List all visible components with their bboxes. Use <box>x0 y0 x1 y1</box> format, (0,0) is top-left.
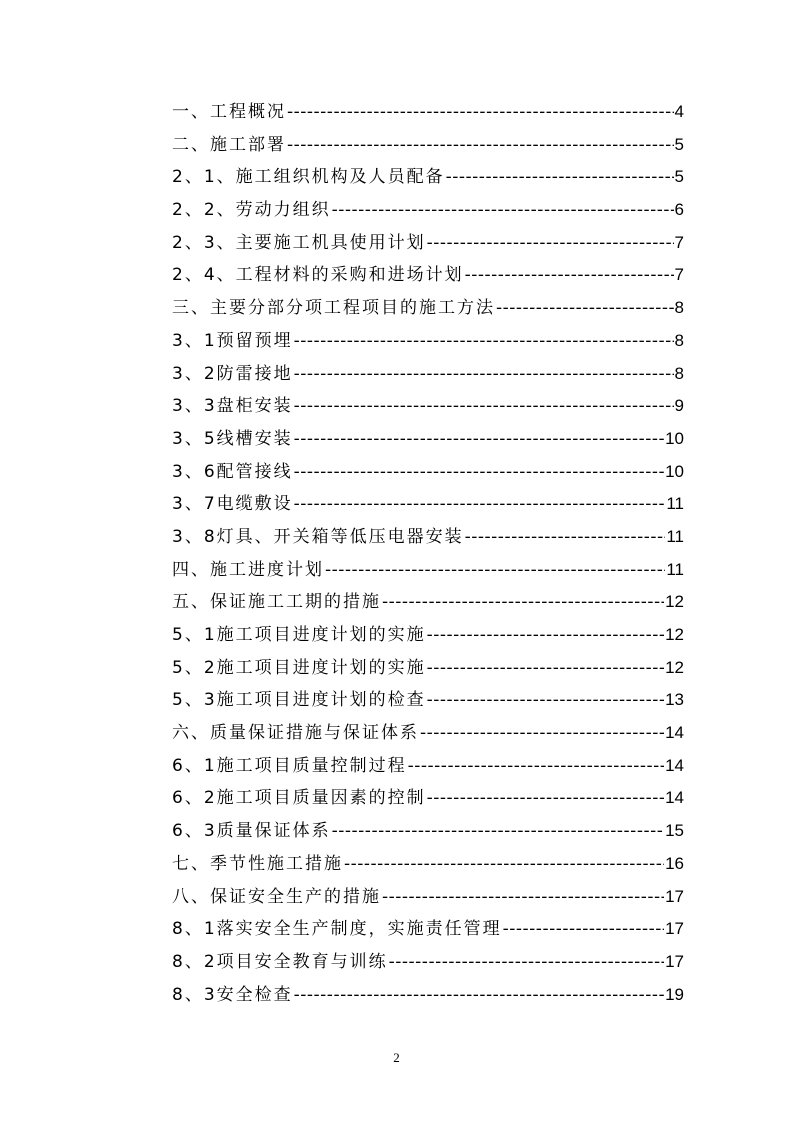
toc-entry-title: 6、2施工项目质量因素的控制 <box>172 788 426 809</box>
toc-entry-page-number: 6 <box>674 200 684 220</box>
toc-entry-dot-leader <box>294 488 666 521</box>
toc-entry-title: 6、1施工项目质量控制过程 <box>172 755 407 776</box>
toc-entry[interactable] <box>172 161 684 194</box>
toc-entry-title: 3、2防雷接地 <box>172 363 293 384</box>
toc-entry-dot-leader <box>446 161 674 194</box>
toc-entry[interactable] <box>172 946 684 979</box>
toc-entry-page-number: 15 <box>665 821 684 841</box>
toc-entry-page-number: 13 <box>665 690 684 710</box>
toc-entry-title: 四、施工进度计划 <box>172 559 324 580</box>
toc-entry[interactable] <box>172 979 684 1012</box>
toc-entry[interactable] <box>172 390 684 423</box>
toc-entry-title: 3、5线槽安装 <box>172 428 293 449</box>
toc-entry-page-number: 14 <box>665 755 684 775</box>
toc-entry-dot-leader <box>294 390 674 423</box>
toc-entry-page-number: 9 <box>674 396 684 416</box>
toc-entry[interactable] <box>172 619 684 652</box>
toc-entry-title: 5、2施工项目进度计划的实施 <box>172 657 426 678</box>
toc-entry-dot-leader <box>408 750 664 783</box>
footer-page-number: 2 <box>393 1050 400 1065</box>
toc-entry-page-number: 14 <box>665 788 684 808</box>
toc-entry-title: 8、2项目安全教育与训练 <box>172 951 388 972</box>
toc-entry-dot-leader <box>420 717 664 750</box>
toc-entry-title: 3、7电缆敷设 <box>172 494 293 515</box>
toc-entry-page-number: 12 <box>665 625 684 644</box>
toc-entry[interactable] <box>172 652 684 685</box>
toc-entry-dot-leader <box>382 881 664 914</box>
toc-entry-dot-leader <box>382 586 664 619</box>
toc-entry-title: 2、2、劳动力组织 <box>172 200 331 221</box>
toc-entry-dot-leader <box>294 979 664 1012</box>
toc-entry-page-number: 19 <box>665 984 684 1004</box>
toc-entry-title: 3、1预留预埋 <box>172 330 293 351</box>
toc-entry-page-number: 12 <box>665 592 684 612</box>
toc-entry-page-number: 4 <box>674 102 684 121</box>
toc-entry-dot-leader <box>294 423 664 456</box>
toc-entry-dot-leader <box>427 652 664 685</box>
toc-entry-dot-leader <box>325 554 665 587</box>
toc-entry-title: 三、主要分部分项工程项目的施工方法 <box>172 298 495 319</box>
toc-entry-title: 8、3安全检查 <box>172 984 293 1005</box>
toc-entry-dot-leader <box>332 194 674 227</box>
toc-entry-title: 六、质量保证措施与保证体系 <box>172 723 419 744</box>
toc-entry-page-number: 11 <box>666 559 684 579</box>
toc-entry-dot-leader <box>332 815 664 848</box>
toc-entry-page-number: 7 <box>674 232 684 252</box>
toc-entry-dot-leader <box>287 96 674 129</box>
toc-entry-page-number: 8 <box>674 298 684 318</box>
toc-entry[interactable] <box>172 782 684 815</box>
toc-entry[interactable] <box>172 456 684 489</box>
toc-entry-title: 3、3盘柜安装 <box>172 396 293 417</box>
toc-entry-title: 五、保证施工工期的措施 <box>172 592 381 613</box>
toc-entry[interactable] <box>172 194 684 227</box>
toc-entry-page-number: 8 <box>674 330 684 350</box>
toc-entry-dot-leader <box>465 521 666 554</box>
toc-entry-dot-leader <box>503 913 664 946</box>
toc-entry[interactable] <box>172 325 684 358</box>
toc-entry-title: 5、1施工项目进度计划的实施 <box>172 625 426 645</box>
toc-entry-dot-leader <box>344 848 664 881</box>
toc-entry-dot-leader <box>389 946 664 979</box>
toc-entry-dot-leader <box>294 325 674 358</box>
toc-entry[interactable] <box>172 684 684 717</box>
toc-entry-title: 七、季节性施工措施 <box>172 853 343 874</box>
toc-entry-page-number: 16 <box>665 853 684 873</box>
toc-entry-page-number: 17 <box>665 919 684 939</box>
toc-entry-title: 2、3、主要施工机具使用计划 <box>172 232 426 253</box>
toc-entry-page-number: 17 <box>665 886 684 906</box>
toc-entry[interactable] <box>172 488 684 521</box>
toc-entry[interactable] <box>172 129 684 162</box>
toc-entry[interactable] <box>172 358 684 391</box>
toc-entry-page-number: 17 <box>665 951 684 971</box>
toc-entry-page-number: 10 <box>665 428 684 448</box>
toc-entry[interactable] <box>172 586 684 619</box>
toc-entry-page-number: 8 <box>674 363 684 383</box>
toc-entry[interactable] <box>172 259 684 292</box>
table-of-contents <box>172 96 684 1011</box>
toc-entry[interactable] <box>172 750 684 783</box>
toc-entry-dot-leader <box>465 259 674 292</box>
toc-entry-dot-leader <box>294 456 664 489</box>
toc-entry-page-number: 12 <box>665 657 684 677</box>
toc-entry-dot-leader <box>427 227 674 260</box>
toc-entry-page-number: 5 <box>674 167 684 187</box>
toc-entry-title: 2、4、工程材料的采购和进场计划 <box>172 265 464 286</box>
toc-entry-title: 3、6配管接线 <box>172 461 293 482</box>
toc-entry[interactable] <box>172 913 684 946</box>
toc-entry-dot-leader <box>496 292 674 325</box>
toc-entry-page-number: 10 <box>665 461 684 481</box>
toc-entry[interactable] <box>172 292 684 325</box>
toc-entry-dot-leader <box>427 782 664 815</box>
toc-entry-page-number: 7 <box>674 265 684 285</box>
toc-entry[interactable] <box>172 848 684 881</box>
toc-entry-title: 2、1、施工组织机构及人员配备 <box>172 167 445 188</box>
toc-entry[interactable] <box>172 521 684 554</box>
toc-entry[interactable] <box>172 423 684 456</box>
toc-entry-title: 5、3施工项目进度计划的检查 <box>172 690 426 711</box>
toc-entry-title: 二、施工部署 <box>172 134 286 155</box>
toc-entry-title: 八、保证安全生产的措施 <box>172 886 381 907</box>
toc-entry-dot-leader <box>427 619 664 652</box>
toc-entry-title: 6、3质量保证体系 <box>172 821 331 842</box>
toc-entry-page-number: 11 <box>666 526 684 546</box>
toc-entry-title: 一、工程概况 <box>172 102 286 122</box>
toc-entry-dot-leader <box>287 129 674 162</box>
toc-entry-dot-leader <box>294 358 674 391</box>
toc-entry-page-number: 5 <box>674 134 684 154</box>
toc-entry[interactable] <box>172 815 684 848</box>
toc-entry-page-number: 14 <box>665 723 684 743</box>
toc-entry[interactable] <box>172 554 684 587</box>
toc-entry-dot-leader <box>427 684 664 717</box>
toc-entry-page-number: 11 <box>666 494 684 514</box>
toc-entry[interactable] <box>172 717 684 750</box>
toc-entry[interactable] <box>172 96 684 129</box>
toc-entry[interactable] <box>172 227 684 260</box>
toc-entry-title: 8、1落实安全生产制度，实施责任管理 <box>172 919 502 940</box>
toc-entry-title: 3、8灯具、开关箱等低压电器安装 <box>172 526 464 547</box>
toc-entry[interactable] <box>172 881 684 914</box>
